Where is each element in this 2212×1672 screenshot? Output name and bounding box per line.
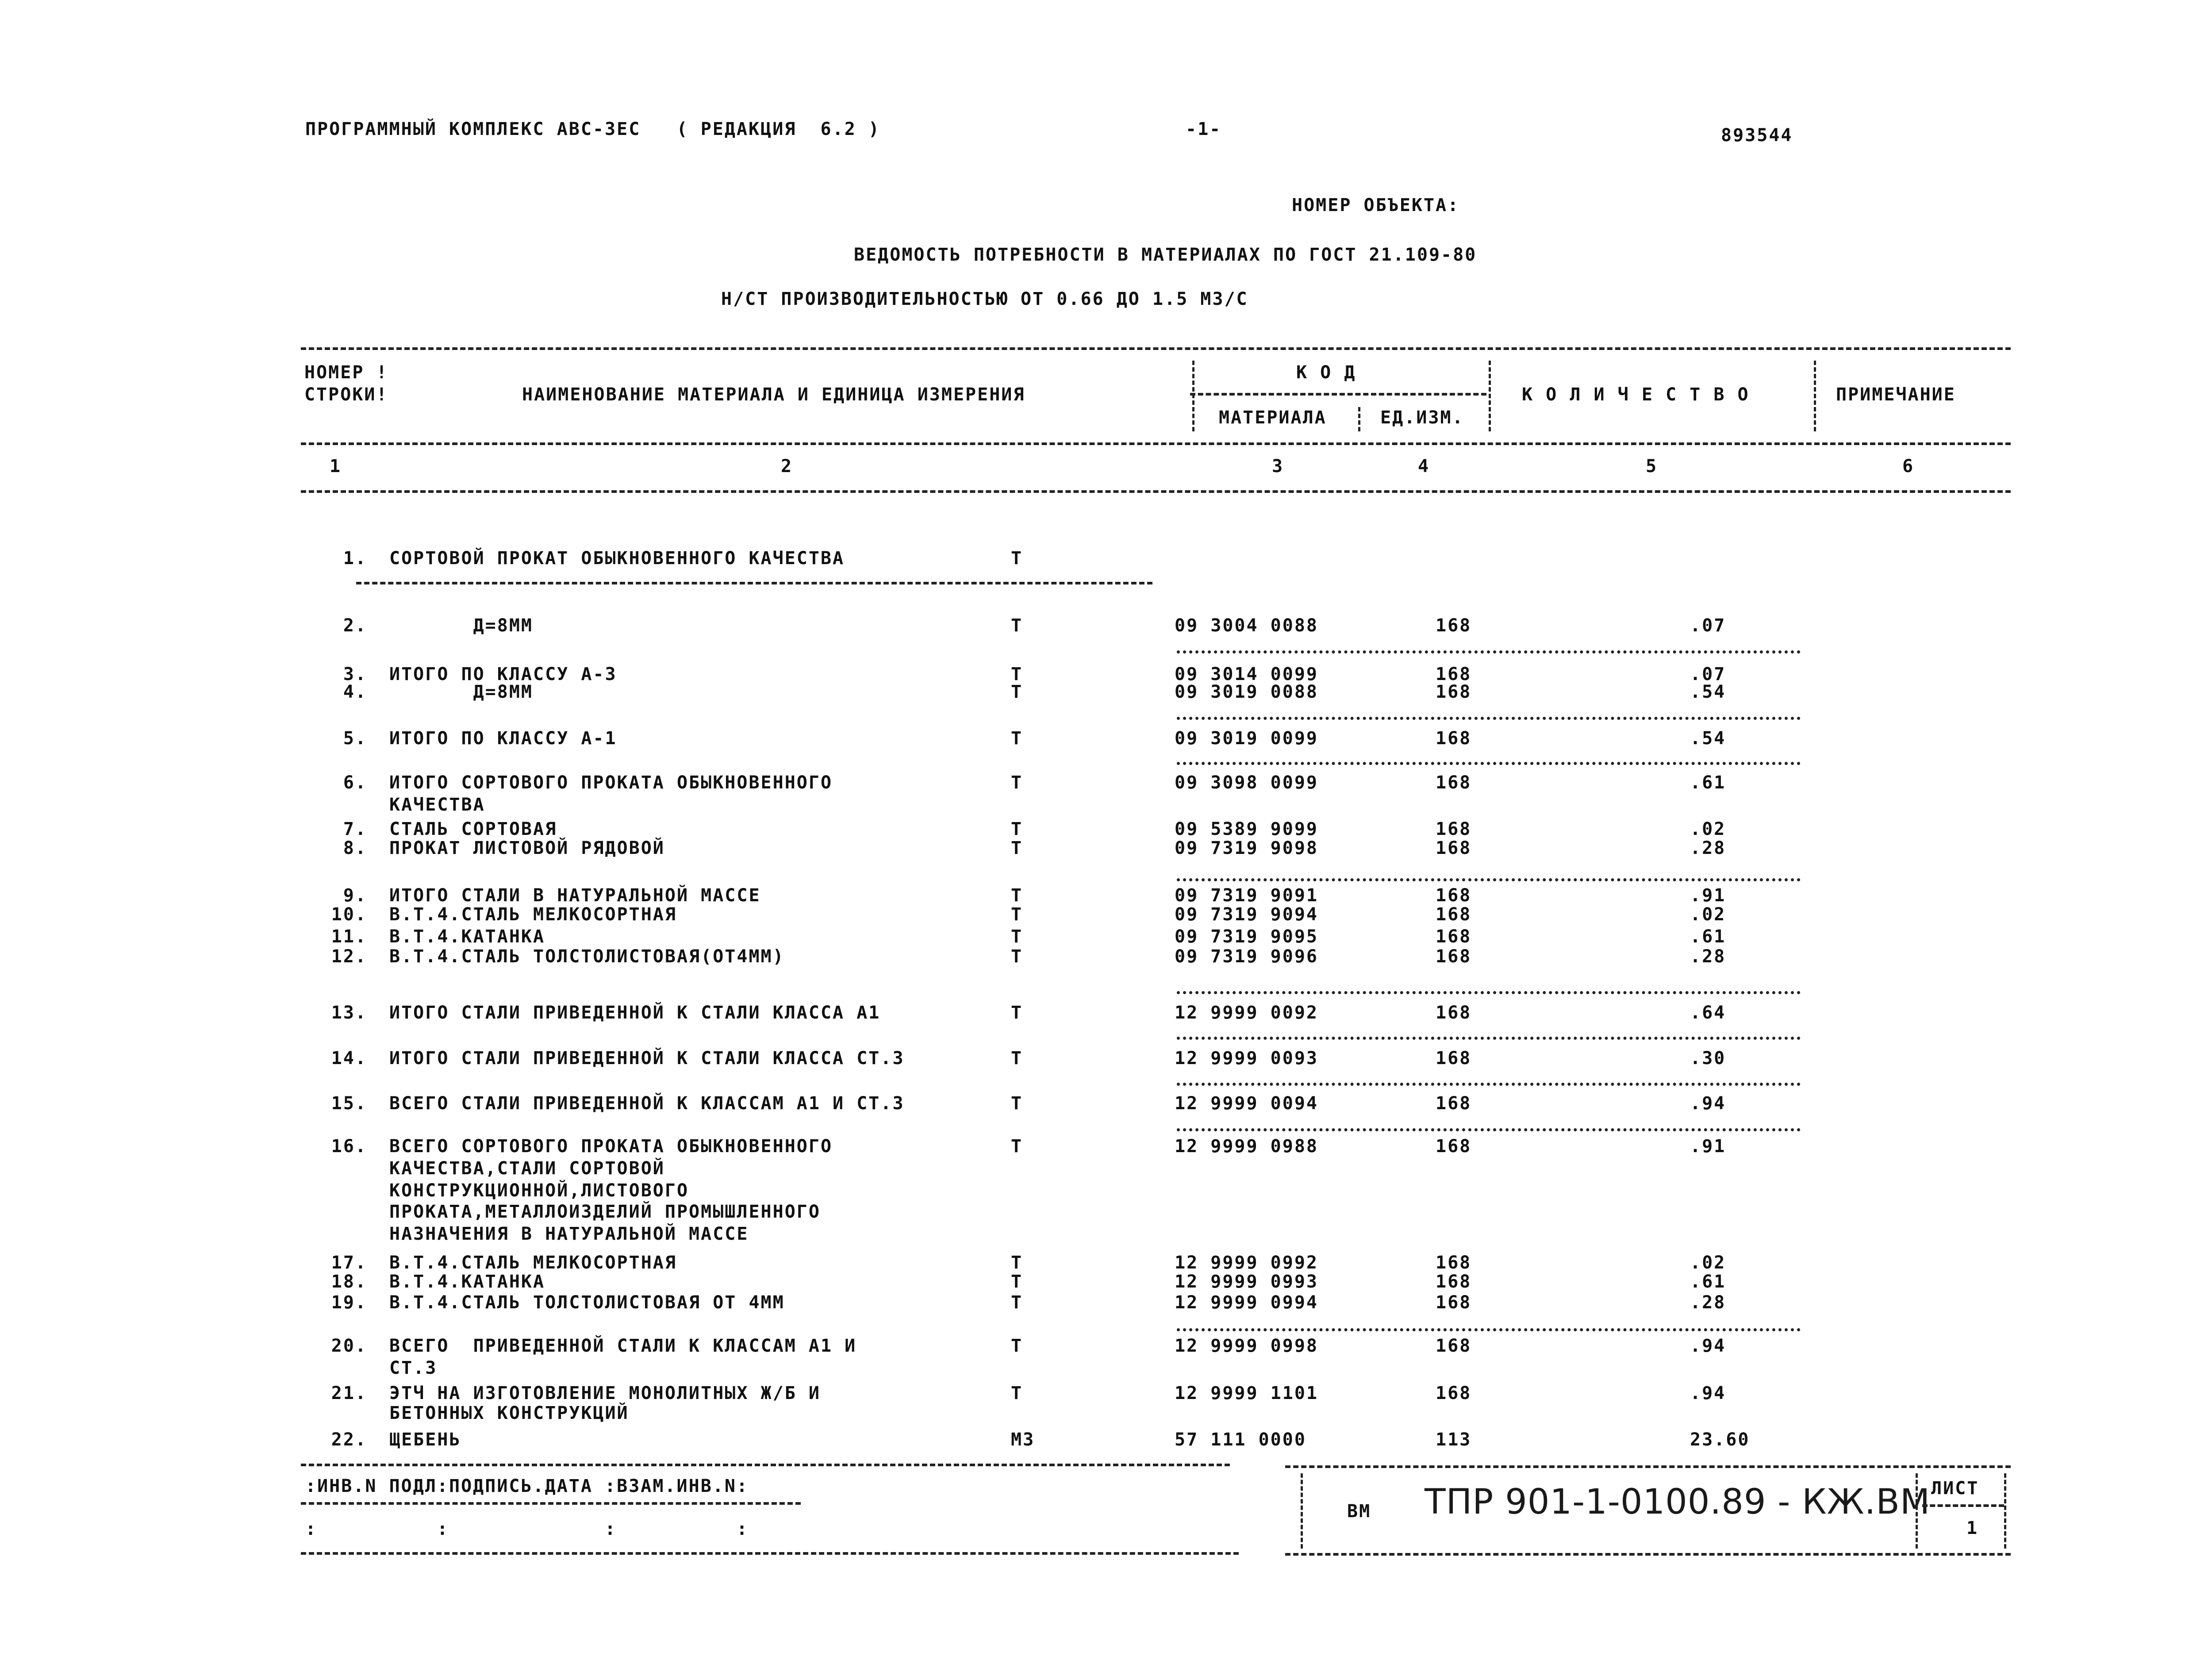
cell-qty: .94	[1690, 1093, 1726, 1114]
stamp-labels: :ИНВ.N ПОДЛ:ПОДПИСЬ.ДАТА :ВЗАМ.ИНВ.N:	[305, 1476, 749, 1496]
table-row	[0, 946, 2212, 967]
cell-qty: .94	[1690, 1383, 1726, 1403]
code-group-label: К О Д	[1296, 362, 1356, 383]
col6-number: 6	[1902, 456, 1915, 477]
stamp-right-bottom-rule	[1285, 1553, 2011, 1556]
stamp-right-top-rule	[1285, 1465, 2011, 1468]
table-row	[0, 1093, 2212, 1114]
stamp-left-bottom-rule	[301, 1552, 1239, 1555]
cell-code: 12 9999 0998	[1175, 1336, 1318, 1356]
cell-name: СОРТОВОЙ ПРОКАТ ОБЫКНОВЕННОГО КАЧЕСТВА	[389, 548, 845, 569]
cell-code: 12 9999 0093	[1175, 1048, 1318, 1069]
cell-name: Д=8ММ	[389, 682, 533, 702]
subtotal-rule	[1177, 717, 1801, 720]
cell-name: ИТОГО СТАЛИ ПРИВЕДЕННОЙ К СТАЛИ КЛАССА А1	[389, 1003, 881, 1023]
cell-num: 15.	[331, 1093, 367, 1114]
cell-code: 09 7319 9096	[1175, 946, 1318, 967]
cell-qty: .61	[1690, 1272, 1726, 1292]
cell-num: 1.	[343, 548, 367, 569]
cell-code: 57 111 0000	[1175, 1430, 1306, 1450]
cell-ed: 168	[1436, 1253, 1472, 1273]
cell-qty: .61	[1690, 926, 1726, 947]
cell-ed: 168	[1436, 773, 1472, 793]
cell-code: 09 3014 0099	[1175, 664, 1318, 684]
cell-ed: 168	[1436, 819, 1472, 839]
code-group-rule	[1190, 393, 1486, 396]
cell-qty: .07	[1690, 664, 1726, 684]
cell-qty: .28	[1690, 838, 1726, 858]
cell-name: ИТОГО СТАЛИ В НАТУРАЛЬНОЙ МАССЕ	[389, 885, 761, 906]
col1-label-line1: НОМЕР !	[304, 362, 388, 383]
cell-num: 5.	[343, 728, 367, 749]
cell-unit: Т	[1011, 615, 1023, 636]
cell-num: 9.	[343, 885, 367, 906]
cell-num: 21.	[331, 1383, 367, 1403]
cell-unit: Т	[1011, 1272, 1023, 1292]
header-top-rule	[301, 347, 2011, 350]
table-row	[0, 1201, 2212, 1222]
cell-qty: .02	[1690, 819, 1726, 839]
cell-num: 11.	[331, 926, 367, 947]
statement-title: ВЕДОМОСТЬ ПОТРЕБНОСТИ В МАТЕРИАЛАХ ПО ГОСТ 21.109-80	[854, 245, 1477, 265]
cell-unit: Т	[1011, 1253, 1023, 1273]
cell-unit: Т	[1011, 1048, 1023, 1069]
table-row	[0, 1002, 2212, 1023]
cell-unit: Т	[1011, 548, 1023, 569]
stamp-list-separator	[1916, 1473, 1918, 1549]
cell-qty: .02	[1690, 904, 1726, 925]
col4-number: 4	[1418, 456, 1430, 477]
cell-ed: 168	[1436, 664, 1472, 684]
cell-ed: 168	[1436, 926, 1472, 947]
cell-name: В.Т.4.СТАЛЬ ТОЛСТОЛИСТОВАЯ(ОТ4ММ)	[389, 946, 785, 967]
subtotal-rule	[1177, 1083, 1801, 1086]
table-row	[0, 1292, 2212, 1313]
cell-name: В.Т.4.СТАЛЬ МЕЛКОСОРТНАЯ	[389, 1253, 677, 1273]
cell-ed: 168	[1436, 1272, 1472, 1292]
cell-unit: Т	[1011, 1383, 1023, 1403]
cell-name: ПРОКАТ ЛИСТОВОЙ РЯДОВОЙ	[389, 838, 665, 858]
cell-qty: 23.60	[1690, 1430, 1750, 1450]
table-row	[0, 1136, 2212, 1157]
cell-code: 09 7319 9091	[1175, 885, 1318, 906]
cell-name: В.Т.4.СТАЛЬ ТОЛСТОЛИСТОВАЯ ОТ 4ММ	[389, 1292, 785, 1313]
cell-unit: Т	[1011, 904, 1023, 925]
cell-name: ВСЕГО ПРИВЕДЕННОЙ СТАЛИ К КЛАССАМ А1 И	[389, 1336, 857, 1356]
cell-qty: .94	[1690, 1336, 1726, 1356]
col-sep-2-3	[1192, 361, 1194, 431]
cell-qty: .61	[1690, 773, 1726, 793]
cell-ed: 168	[1436, 1003, 1472, 1023]
cell-name: В.Т.4.СТАЛЬ МЕЛКОСОРТНАЯ	[389, 904, 677, 925]
table-row	[0, 1158, 2212, 1179]
cell-name: ИТОГО СОРТОВОГО ПРОКАТА ОБЫКНОВЕННОГО	[389, 773, 833, 793]
table-row	[0, 1223, 2212, 1245]
cell-ed: 168	[1436, 885, 1472, 906]
table-row	[0, 728, 2212, 749]
cell-unit: Т	[1011, 1003, 1023, 1023]
cell-qty: .54	[1690, 728, 1726, 749]
cell-code: 09 3019 0088	[1175, 682, 1318, 702]
cell-num: 2.	[343, 615, 367, 636]
cell-name: КОНСТРУКЦИОННОЙ,ЛИСТОВОГО	[389, 1180, 689, 1201]
cell-ed: 168	[1436, 1048, 1472, 1069]
cell-name: ИТОГО ПО КЛАССУ А-3	[389, 664, 617, 684]
cell-num: 8.	[343, 838, 367, 858]
col-sep-5-6	[1814, 361, 1816, 431]
cell-num: 6.	[343, 773, 367, 793]
subtotal-rule	[1177, 878, 1801, 881]
cell-qty: .28	[1690, 1292, 1726, 1313]
cell-ed: 168	[1436, 1136, 1472, 1157]
cell-qty: .54	[1690, 682, 1726, 702]
table-row	[0, 1180, 2212, 1201]
cell-unit: Т	[1011, 946, 1023, 967]
object-number-label: НОМЕР ОБЪЕКТА:	[1292, 195, 1460, 215]
cell-ed: 168	[1436, 838, 1472, 858]
cell-qty: .91	[1690, 885, 1726, 906]
cell-code: 09 3098 0099	[1175, 773, 1318, 793]
cell-unit: Т	[1011, 1136, 1023, 1157]
cell-num: 13.	[331, 1003, 367, 1023]
cell-ed: 168	[1436, 946, 1472, 967]
cell-num: 17.	[331, 1253, 367, 1273]
table-row	[0, 1335, 2212, 1357]
cell-name: ЭТЧ НА ИЗГОТОВЛЕНИЕ МОНОЛИТНЫХ Ж/Б И	[389, 1383, 821, 1403]
table-row	[0, 772, 2212, 793]
table-row	[0, 794, 2212, 815]
cell-name: СТ.3	[389, 1358, 438, 1378]
header-bottom-rule	[301, 490, 2011, 493]
col3-number: 3	[1272, 456, 1284, 477]
cell-qty: .91	[1690, 1136, 1726, 1157]
subtotal-rule	[1177, 991, 1801, 994]
sheet-label: ЛИСТ	[1931, 1478, 1979, 1499]
cell-qty: .02	[1690, 1253, 1726, 1273]
subtotal-rule	[1177, 1328, 1801, 1331]
stamp-vm-label: ВМ	[1347, 1501, 1371, 1522]
program-header: ПРОГРАММНЫЙ КОМПЛЕКС АВС-3ЕС ( РЕДАКЦИЯ 6.2 )	[305, 119, 880, 139]
cell-code: 12 9999 0992	[1175, 1253, 1318, 1273]
cell-unit: Т	[1011, 728, 1023, 749]
cell-name: НАЗНАЧЕНИЯ В НАТУРАЛЬНОЙ МАССЕ	[389, 1224, 749, 1244]
cell-num: 20.	[331, 1336, 367, 1356]
cell-code: 12 9999 0994	[1175, 1292, 1318, 1313]
cell-unit: Т	[1011, 838, 1023, 858]
cell-ed: 168	[1436, 615, 1472, 636]
cell-code: 09 7319 9098	[1175, 838, 1318, 858]
cell-name: ПРОКАТА,МЕТАЛЛОИЗДЕЛИЙ ПРОМЫШЛЕННОГО	[389, 1202, 821, 1222]
cell-code: 12 9999 1101	[1175, 1383, 1318, 1403]
sheet-number: 1	[1966, 1518, 1979, 1538]
cell-ed: 168	[1436, 1336, 1472, 1356]
cell-ed: 168	[1436, 1093, 1472, 1114]
cell-code: 12 9999 0993	[1175, 1272, 1318, 1292]
stamp-left-mid-rule	[301, 1502, 801, 1505]
cell-name: В.Т.4.КАТАНКА	[389, 926, 545, 947]
table-row	[0, 1271, 2212, 1292]
col5-number: 5	[1646, 456, 1658, 477]
cell-num: 3.	[343, 664, 367, 684]
page-number: -1-	[1186, 119, 1222, 139]
handwritten-document-designation: ТПР 901-1-0100.89 - КЖ.ВМ	[1425, 1482, 1931, 1522]
col-sep-3-4	[1358, 407, 1360, 431]
cell-ed: 168	[1436, 1292, 1472, 1313]
cell-qty: .07	[1690, 615, 1726, 636]
cell-unit: Т	[1011, 1336, 1023, 1356]
col2-number: 2	[781, 456, 793, 477]
cell-name: БЕТОННЫХ КОНСТРУКЦИЙ	[389, 1403, 629, 1423]
cell-name: КАЧЕСТВА	[389, 795, 485, 815]
cell-num: 19.	[331, 1292, 367, 1313]
cell-ed: 168	[1436, 1383, 1472, 1403]
stamp-separators: : : : :	[305, 1519, 749, 1539]
table-row	[0, 681, 2212, 703]
cell-unit: Т	[1011, 664, 1023, 684]
subtotal-rule	[1177, 650, 1801, 653]
stamp-left-top-rule	[301, 1464, 1230, 1466]
cell-name: СТАЛЬ СОРТОВАЯ	[389, 819, 557, 839]
sheet-cell-rule	[1922, 1504, 2004, 1507]
col6-label: ПРИМЕЧАНИЕ	[1836, 384, 1956, 405]
table-row	[0, 1357, 2212, 1379]
cell-num: 10.	[331, 904, 367, 925]
cell-name: КАЧЕСТВА,СТАЛИ СОРТОВОЙ	[389, 1158, 665, 1179]
cell-code: 12 9999 0988	[1175, 1136, 1318, 1157]
table-row	[0, 1383, 2212, 1404]
table-row	[0, 838, 2212, 859]
cell-code: 09 5389 9099	[1175, 819, 1318, 839]
col5-label: К О Л И Ч Е С Т В О	[1522, 384, 1750, 405]
subtotal-rule	[1177, 762, 1801, 765]
cell-num: 18.	[331, 1272, 367, 1292]
subtotal-rule	[1177, 1128, 1801, 1131]
stamp-right-edge	[2004, 1473, 2006, 1549]
cell-unit: Т	[1011, 682, 1023, 702]
cell-unit: Т	[1011, 1093, 1023, 1114]
cell-ed: 168	[1436, 904, 1472, 925]
document-code: 893544	[1721, 125, 1793, 146]
cell-name: В.Т.4.КАТАНКА	[389, 1272, 545, 1292]
cell-code: 12 9999 0094	[1175, 1093, 1318, 1114]
cell-unit: Т	[1011, 819, 1023, 839]
table-row	[0, 926, 2212, 947]
cell-ed: 113	[1436, 1430, 1472, 1450]
cell-name: ВСЕГО СТАЛИ ПРИВЕДЕННОЙ К КЛАССАМ А1 И СТ.3	[389, 1093, 905, 1114]
cell-num: 12.	[331, 946, 367, 967]
cell-num: 22.	[331, 1430, 367, 1450]
col3-label: МАТЕРИАЛА	[1219, 407, 1327, 428]
col1-label-line2: СТРОКИ!	[304, 384, 388, 405]
table-row	[0, 548, 2212, 569]
table-row	[0, 1403, 2212, 1424]
cell-code: 12 9999 0092	[1175, 1003, 1318, 1023]
cell-num: 16.	[331, 1136, 367, 1157]
cell-qty: .64	[1690, 1003, 1726, 1023]
cell-name: ВСЕГО СОРТОВОГО ПРОКАТА ОБЫКНОВЕННОГО	[389, 1136, 833, 1157]
table-row	[0, 615, 2212, 636]
cell-code: 09 3019 0099	[1175, 728, 1318, 749]
cell-unit: Т	[1011, 1292, 1023, 1313]
table-row	[0, 1048, 2212, 1069]
cell-code: 09 3004 0088	[1175, 615, 1318, 636]
cell-ed: 168	[1436, 682, 1472, 702]
cell-name: ИТОГО СТАЛИ ПРИВЕДЕННОЙ К СТАЛИ КЛАССА СТ.3	[389, 1048, 905, 1069]
cell-unit: М3	[1011, 1430, 1035, 1450]
table-row	[0, 1252, 2212, 1273]
cell-num: 4.	[343, 682, 367, 702]
cell-ed: 168	[1436, 728, 1472, 749]
cell-name: ЩЕБЕНЬ	[389, 1430, 461, 1450]
col1-number: 1	[330, 456, 342, 477]
cell-unit: Т	[1011, 885, 1023, 906]
stamp-right-left-edge	[1301, 1473, 1303, 1549]
cell-unit: Т	[1011, 773, 1023, 793]
cell-name: ИТОГО ПО КЛАССУ А-1	[389, 728, 617, 749]
col2-label: НАИМЕНОВАНИЕ МАТЕРИАЛА И ЕДИНИЦА ИЗМЕРЕНИЯ	[522, 384, 1025, 405]
cell-qty: .28	[1690, 946, 1726, 967]
cell-num: 7.	[343, 819, 367, 839]
subtotal-rule	[1177, 1037, 1801, 1040]
cell-unit: Т	[1011, 926, 1023, 947]
table-row	[0, 819, 2212, 840]
cell-qty: .30	[1690, 1048, 1726, 1069]
table-row	[0, 904, 2212, 925]
cell-code: 09 7319 9094	[1175, 904, 1318, 925]
statement-subtitle: Н/СТ ПРОИЗВОДИТЕЛЬНОСТЬЮ ОТ 0.66 ДО 1.5 М3/С	[721, 289, 1248, 309]
cell-code: 09 7319 9095	[1175, 926, 1318, 947]
cell-num: 14.	[331, 1048, 367, 1069]
table-row	[0, 885, 2212, 906]
col-sep-4-5	[1489, 361, 1491, 431]
col4-label: ЕД.ИЗМ.	[1380, 407, 1464, 428]
cell-name: Д=8ММ	[389, 615, 533, 636]
table-row	[0, 1429, 2212, 1450]
group-rule	[356, 582, 1152, 584]
header-mid-rule	[301, 442, 2011, 445]
